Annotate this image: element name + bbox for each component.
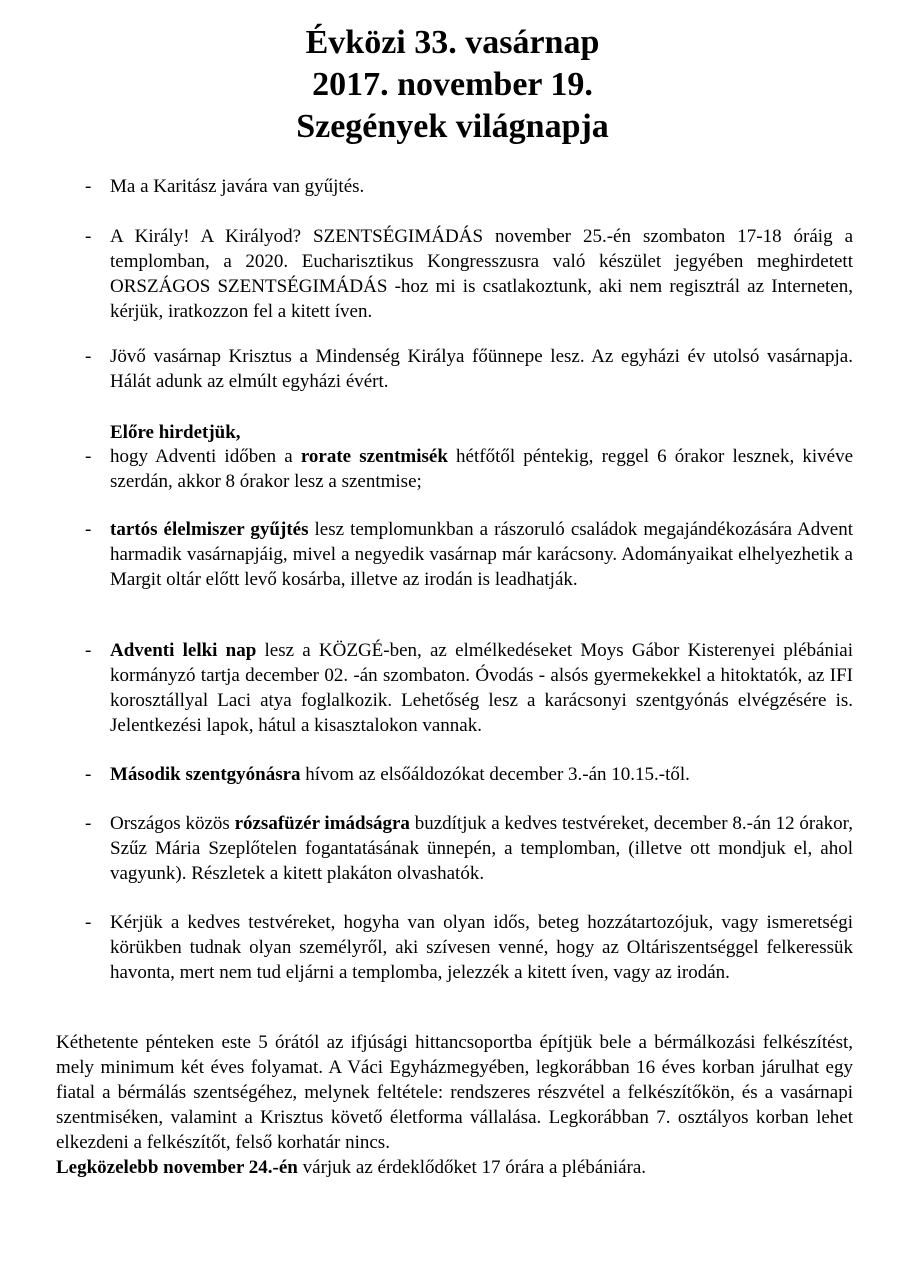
text-pre: Országos közös (110, 813, 235, 834)
text-bold: rózsafüzér imádságra (234, 813, 410, 834)
text-post: lesz templomunkban a rászoruló családok megajándékozására Advent harmadik vasárnapjáig, mivel a negyedik vasárnap már karácsony. Adományaikat elhelyezhetik a Margit oltár előtt levő kosárba, illetve az irodán is leadhatják. (110, 519, 853, 590)
announcement-item (85, 638, 853, 738)
announcement-text (110, 517, 853, 592)
list-dash: - (85, 640, 92, 661)
closing-text: Kéthetente pénteken este 5 órától az ifjúsági hittancsoportba építjük bele a bérmálkozási felkészítést, mely minimum két éves folyamat. A Váci Egyházmegyében, legkorábban 16 éves korban járulhat egy fiatal a bérmálás szentségéhez, melynek feltétele: rendszeres részvétel a felkészítőkön, és a vasárnapi szentmiséken, valamint a Krisztus követő életforma vállalása. Legkorábban 7. osztályos korban lehet elkezdeni a felkészítőt, felső korhatár nincs. (56, 1032, 853, 1153)
closing-paragraph (56, 1030, 853, 1180)
text-bold: Második szentgyónásra (110, 764, 301, 785)
list-dash: - (85, 912, 92, 933)
list-dash: - (85, 813, 92, 834)
text-post: lesz a KÖZGÉ-ben, az elmélkedéseket Moys Gábor Kisterenyei plébániai kormányzó tartja december 02. -án szombaton. Óvodás - alsós gyermekekkel a hitoktatók, az IFI korosztállyal Laci atya foglalkozik. Lehetőség lesz a karácsonyi szentgyónás elvégzésére is. Jelentkezési lapok, hátul a kisasztalokon vannak. (110, 640, 853, 736)
text-pre: hogy Adventi időben a (110, 446, 301, 467)
announcement-item (85, 517, 853, 592)
text-bold: Adventi lelki nap (110, 640, 257, 661)
list-dash: - (85, 519, 92, 540)
announcement-item (85, 344, 853, 394)
title-line-2: 2017. november 19. (312, 66, 593, 103)
announcement-text (110, 444, 853, 494)
text-post: hívom az elsőáldozókat december 3.-án 10.15.-től. (300, 764, 690, 785)
announcement-text: Jövő vasárnap Krisztus a Mindenség Királya főünnepe lesz. Az egyházi év utolsó vasárnapja. Hálát adunk az elmúlt egyházi évért. (110, 346, 853, 392)
announcement-text: Ma a Karitász javára van gyűjtés. (110, 176, 365, 197)
list-dash: - (85, 346, 92, 367)
announcement-text (110, 762, 853, 787)
text-bold: rorate szentmisék (300, 446, 448, 467)
announcement-item (85, 224, 853, 324)
announcement-text (110, 811, 853, 886)
list-dash: - (85, 764, 92, 785)
closing-bold: Legközelebb november 24.-én (56, 1157, 298, 1178)
page-title (0, 22, 905, 148)
list-dash: - (85, 176, 92, 197)
text-post: buzdítjuk a kedves testvéreket, december 8.-án 12 órakor, Szűz Mária Szeplőtelen fogantatásának ünnepén, a templomban, (illetve ott mondjuk el, ahol vagyunk). Részletek a kitett plakáton olvashatók. (110, 813, 853, 884)
text-post: hétfőtől péntekig, reggel 6 órakor lesznek, kivéve szerdán, akkor 8 órakor lesz a szentmise; (110, 446, 854, 492)
announcement-item (85, 174, 853, 199)
announcement-item (85, 762, 853, 787)
text-bold: tartós élelmiszer gyűjtés (110, 519, 309, 540)
announcement-item (85, 910, 853, 985)
announcement-item (85, 444, 853, 494)
announcement-item (85, 811, 853, 886)
announce-heading: Előre hirdetjük, (110, 422, 241, 443)
announcement-text: A Király! A Királyod? SZENTSÉGIMÁDÁS november 25.-én szombaton 17-18 óráig a templomban, a 2020. Eucharisztikus Kongresszusra való készület jegyében meghirdetett ORSZÁGOS SZENTSÉGIMÁDÁS -hoz mi is csatlakoztunk, aki nem regisztrál az Interneten, kérjük, iratkozzon fel a kitett íven. (110, 226, 853, 322)
closing-post: várjuk az érdeklődőket 17 órára a plébániára. (297, 1157, 647, 1178)
title-line-3: Szegények világnapja (296, 108, 609, 145)
announcement-text: Kérjük a kedves testvéreket, hogyha van olyan idős, beteg hozzátartozójuk, vagy ismeretségi körükben tudnak olyan személyről, aki szívesen venné, hogy az Oltáriszentséggel felkeressük havonta, mert nem tud eljárni a templomba, jelezzék a kitett íven, vagy az irodán. (110, 912, 853, 983)
announcement-text (110, 638, 853, 738)
list-dash: - (85, 226, 92, 247)
list-dash: - (85, 446, 92, 467)
title-line-1: Évközi 33. vasárnap (305, 24, 600, 61)
